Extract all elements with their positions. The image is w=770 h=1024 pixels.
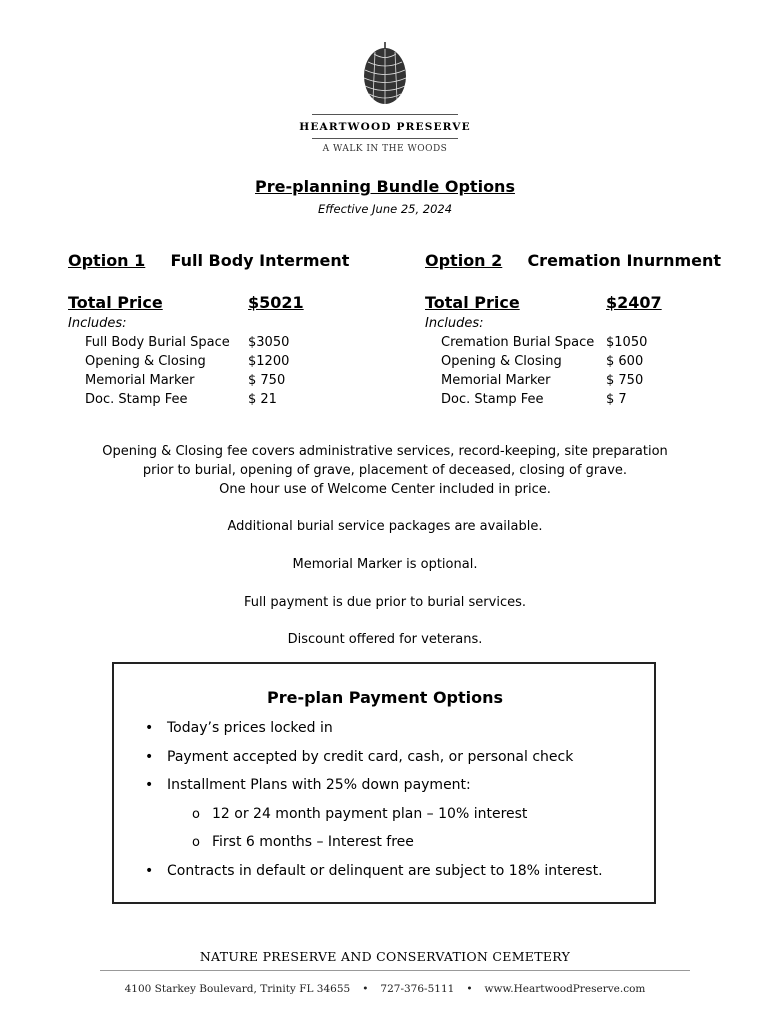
- option2-item-name: Memorial Marker: [441, 373, 551, 388]
- bullet-icon: •: [145, 720, 154, 736]
- option1-item-name: Doc. Stamp Fee: [85, 392, 188, 407]
- footer-website-link[interactable]: www.HeartwoodPreserve.com: [484, 983, 646, 995]
- option1-includes: Includes:: [68, 316, 127, 331]
- sub-list-item: o 12 or 24 month payment plan – 10% interest: [192, 806, 528, 822]
- option2-item-price: $ 7: [606, 392, 627, 407]
- option1-label: Option 1: [68, 251, 146, 270]
- option2-includes: Includes:: [425, 316, 484, 331]
- logo-rule-bottom: [312, 138, 458, 139]
- option2-total-label: Total Price: [425, 293, 520, 312]
- effective-date: Effective June 25, 2024: [317, 202, 453, 216]
- note-line-3: One hour use of Welcome Center included in price.: [219, 482, 551, 497]
- note-marker: Memorial Marker is optional.: [292, 557, 478, 572]
- brand-name: HEARTWOOD PRESERVE: [299, 121, 471, 133]
- option2-heading: [425, 251, 721, 270]
- brand-tagline: A WALK IN THE WOODS: [322, 144, 448, 154]
- option1-item-price: $3050: [248, 335, 290, 350]
- option1-item-name: Full Body Burial Space: [85, 335, 230, 350]
- option2-total-value: $2407: [606, 293, 662, 312]
- footer-phone[interactable]: 727-376-5111: [380, 983, 455, 995]
- option2-item-name: Cremation Burial Space: [441, 335, 595, 350]
- option2-label: Option 2: [425, 251, 503, 270]
- option2-item-price: $1050: [606, 335, 648, 350]
- option1-item-name: Opening & Closing: [85, 354, 206, 369]
- bullet-icon: •: [145, 777, 154, 793]
- bullet-icon: •: [466, 983, 473, 995]
- page-title: Pre-planning Bundle Options: [255, 177, 515, 196]
- option1-total-value: $5021: [248, 293, 304, 312]
- option2-item-price: $ 750: [606, 373, 644, 388]
- option2-item-name: Opening & Closing: [441, 354, 562, 369]
- footer-divider: [100, 970, 690, 971]
- note-additional: Additional burial service packages are available.: [227, 519, 543, 534]
- list-item: • Payment accepted by credit card, cash, or personal check: [145, 749, 574, 765]
- bullet-icon: •: [362, 983, 369, 995]
- option1-item-price: $ 21: [248, 392, 277, 407]
- option2-item-price: $ 600: [606, 354, 644, 369]
- list-item: • Installment Plans with 25% down payment:: [145, 777, 471, 793]
- option1-heading: [68, 251, 349, 270]
- option1-total-label: Total Price: [68, 293, 163, 312]
- note-payment: Full payment is due prior to burial services.: [244, 595, 526, 610]
- list-item: • Contracts in default or delinquent are subject to 18% interest.: [145, 863, 603, 879]
- option1-item-price: $ 750: [248, 373, 286, 388]
- footer-address: 4100 Starkey Boulevard, Trinity FL 34655: [124, 983, 351, 995]
- option2-item-name: Doc. Stamp Fee: [441, 392, 544, 407]
- option2-name: Cremation Inurnment: [527, 251, 722, 270]
- payment-box-title: Pre-plan Payment Options: [266, 688, 504, 707]
- note-line-2: prior to burial, opening of grave, placement of deceased, closing of grave.: [142, 463, 628, 478]
- option1-item-name: Memorial Marker: [85, 373, 195, 388]
- note-discount: Discount offered for veterans.: [287, 632, 483, 647]
- circle-bullet-icon: o: [192, 835, 200, 850]
- option1-name: Full Body Interment: [170, 251, 350, 270]
- bullet-icon: •: [145, 749, 154, 765]
- circle-bullet-icon: o: [192, 807, 200, 822]
- sub-list-item: o First 6 months – Interest free: [192, 834, 414, 850]
- option1-item-price: $1200: [248, 354, 290, 369]
- footer-contact: [0, 983, 770, 995]
- logo-rule-top: [312, 114, 458, 115]
- footer-title: NATURE PRESERVE AND CONSERVATION CEMETERY: [199, 949, 571, 964]
- note-line-1: Opening & Closing fee covers administrative services, record-keeping, site preparation: [102, 444, 668, 459]
- bullet-icon: •: [145, 863, 154, 879]
- pinecone-icon: [362, 42, 408, 112]
- list-item: • Today’s prices locked in: [145, 720, 333, 736]
